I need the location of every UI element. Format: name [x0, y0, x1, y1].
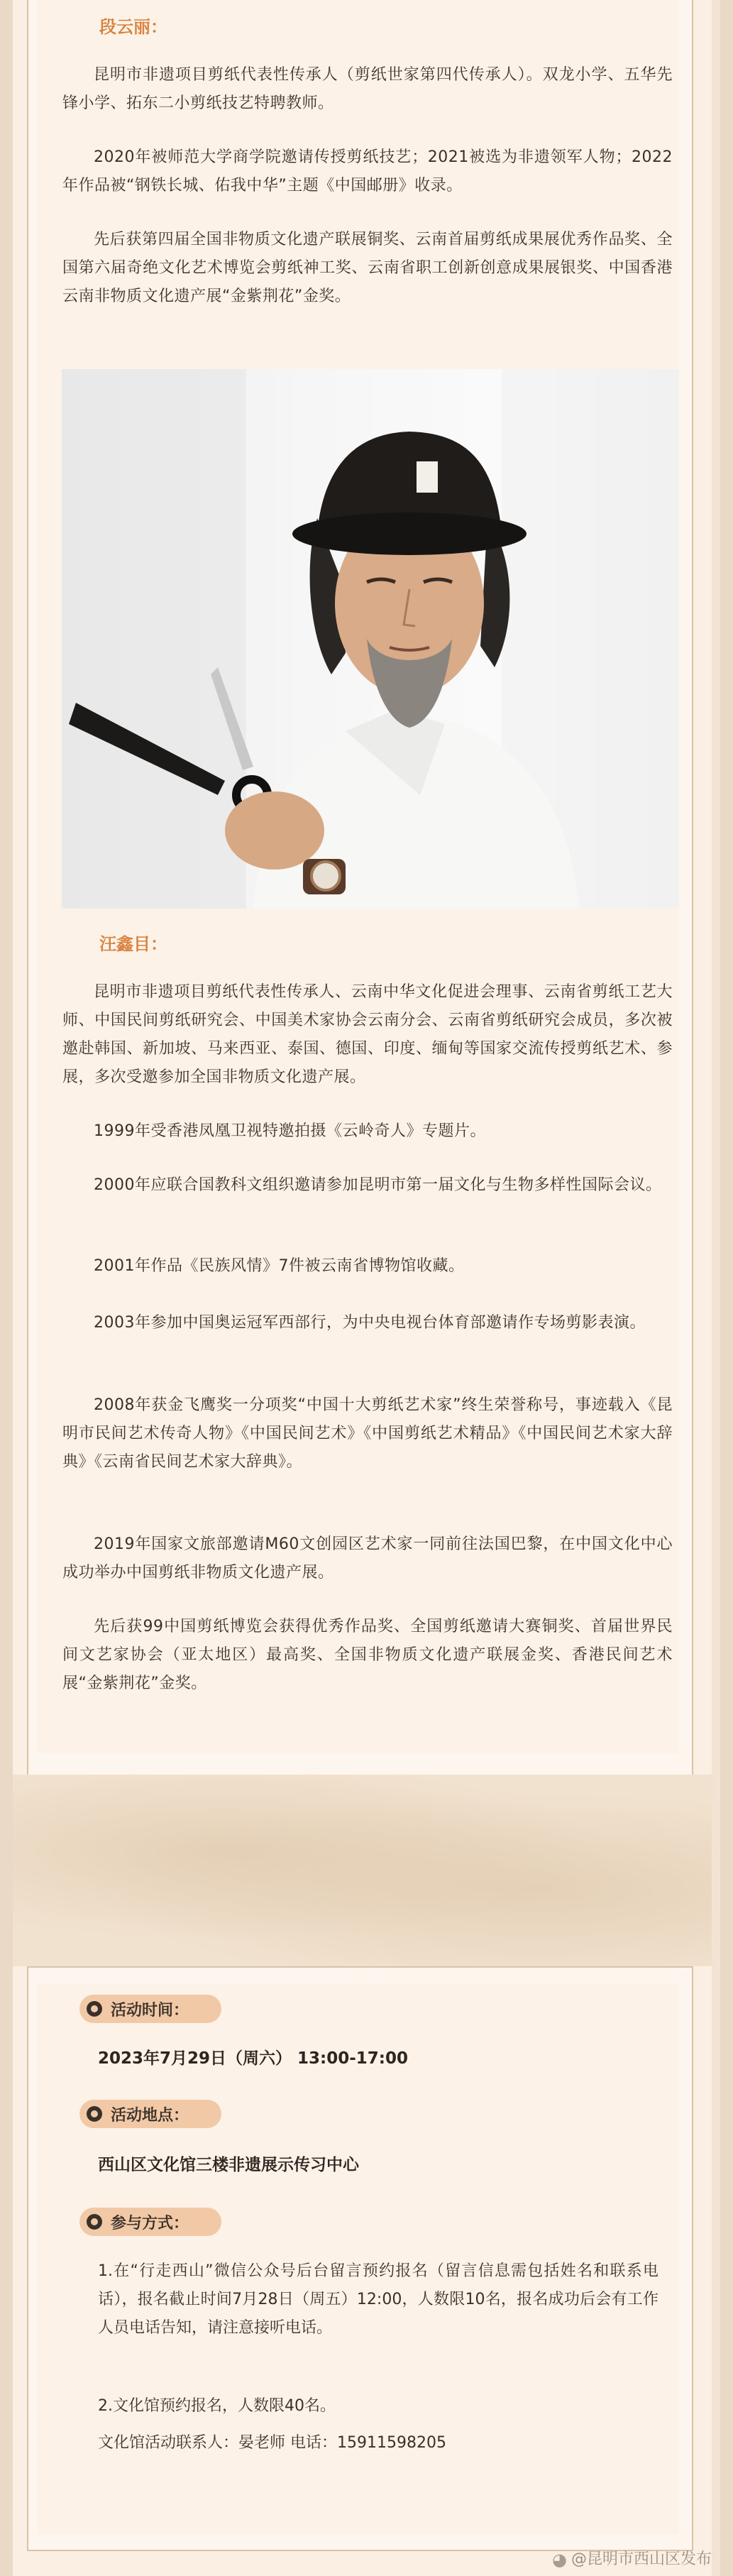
artist1-paragraph: 昆明市非遗项目剪纸代表性传承人（剪纸世家第四代传承人）。双龙小学、五华先锋小学、拓东二小剪纸技艺特聘教师。	[62, 66, 673, 112]
method-label: 参与方式：	[111, 2214, 189, 2232]
bullet-icon	[87, 2001, 102, 2017]
time-value: 2023年7月29日（周六） 13:00-17:00	[98, 2049, 408, 2068]
weibo-icon: ◕	[552, 2550, 567, 2570]
place-value: 西山区文化馆三楼非遗展示传习中心	[98, 2156, 359, 2174]
artist1-paragraph: 先后获第四届全国非物质文化遗产联展铜奖、云南首届剪纸成果展优秀作品奖、全国第六届奇绝文化艺术博览会剪纸神工奖、云南省职工创新创意成果展银奖、中国香港云南非物质文化遗产展“金紫荆花”金奖。	[62, 231, 673, 305]
method-1: 1.在“行走西山”微信公众号后台留言预约报名（留言信息需包括姓名和联系电话），报名截止时间7月28日（周五）12:00，人数限10名，报名成功后会有工作人员电话告知，请注意接听电话。	[98, 2262, 658, 2337]
bullet-icon	[87, 2106, 102, 2122]
artist2-paragraph: 1999年受香港凤凰卫视特邀拍摄《云岭奇人》专题片。	[94, 1122, 486, 1140]
right-border	[720, 0, 733, 2576]
time-label: 活动时间：	[111, 2001, 189, 2019]
decorative-texture-band	[13, 1775, 712, 1966]
artist2-paragraph: 2001年作品《民族风情》7件被云南省博物馆收藏。	[94, 1257, 465, 1275]
artist-portrait-photo	[62, 369, 679, 909]
right-stripe	[712, 0, 720, 2576]
left-border	[0, 0, 13, 2576]
watermark	[552, 2547, 712, 2572]
method-2: 2.文化馆预约报名，人数限40名。	[98, 2397, 336, 2415]
bullet-icon	[87, 2214, 102, 2230]
place-label: 活动地点：	[111, 2106, 189, 2125]
method-label-pill	[79, 2208, 221, 2236]
artist1-name: 段云丽：	[99, 17, 167, 37]
place-label-pill	[79, 2100, 221, 2128]
watermark-text: @昆明市西山区发布	[571, 2550, 712, 2568]
time-label-pill	[79, 1995, 221, 2023]
contact-info: 文化馆活动联系人：晏老师 电话：15911598205	[98, 2434, 446, 2452]
artist2-paragraph: 昆明市非遗项目剪纸代表性传承人、云南中华文化促进会理事、云南省剪纸工艺大师、中国民间剪纸研究会、中国美术家协会云南分会、云南省剪纸研究会成员，多次被邀赴韩国、新加坡、马来西亚、泰国、德国、印度、缅甸等国家交流传授剪纸艺术、参展，多次受邀参加全国非物质文化遗产展。	[62, 983, 673, 1086]
artist2-paragraph: 2003年参加中国奥运冠军西部行，为中央电视台体育部邀请作专场剪影表演。	[94, 1314, 646, 1332]
artist2-paragraph: 2019年国家文旅部邀请M60文创园区艺术家一同前往法国巴黎，在中国文化中心成功举办中国剪纸非物质文化遗产展。	[62, 1535, 673, 1582]
artist2-paragraph: 2008年获金飞鹰奖一分项奖“中国十大剪纸艺术家”终生荣誉称号，事迹载入《昆明市民间艺术传奇人物》《中国民间艺术》《中国剪纸艺术精品》《中国民间艺术家大辞典》《云南省民间艺术家大辞典》。	[62, 1396, 673, 1471]
artist2-name: 汪鑫目：	[99, 934, 167, 954]
artist1-paragraph: 2020年被师范大学商学院邀请传授剪纸技艺；2021被选为非遗领军人物；2022年作品被“钢铁长城、佑我中华”主题《中国邮册》收录。	[62, 148, 673, 194]
artist2-paragraph: 2000年应联合国教科文组织邀请参加昆明市第一届文化与生物多样性国际会议。	[94, 1176, 662, 1194]
artist2-paragraph: 先后获99中国剪纸博览会获得优秀作品奖、全国剪纸邀请大赛铜奖、首届世界民间文艺家协会（亚太地区）最高奖、全国非物质文化遗产联展金奖、香港民间艺术展“金紫荆花”金奖。	[62, 1618, 673, 1692]
